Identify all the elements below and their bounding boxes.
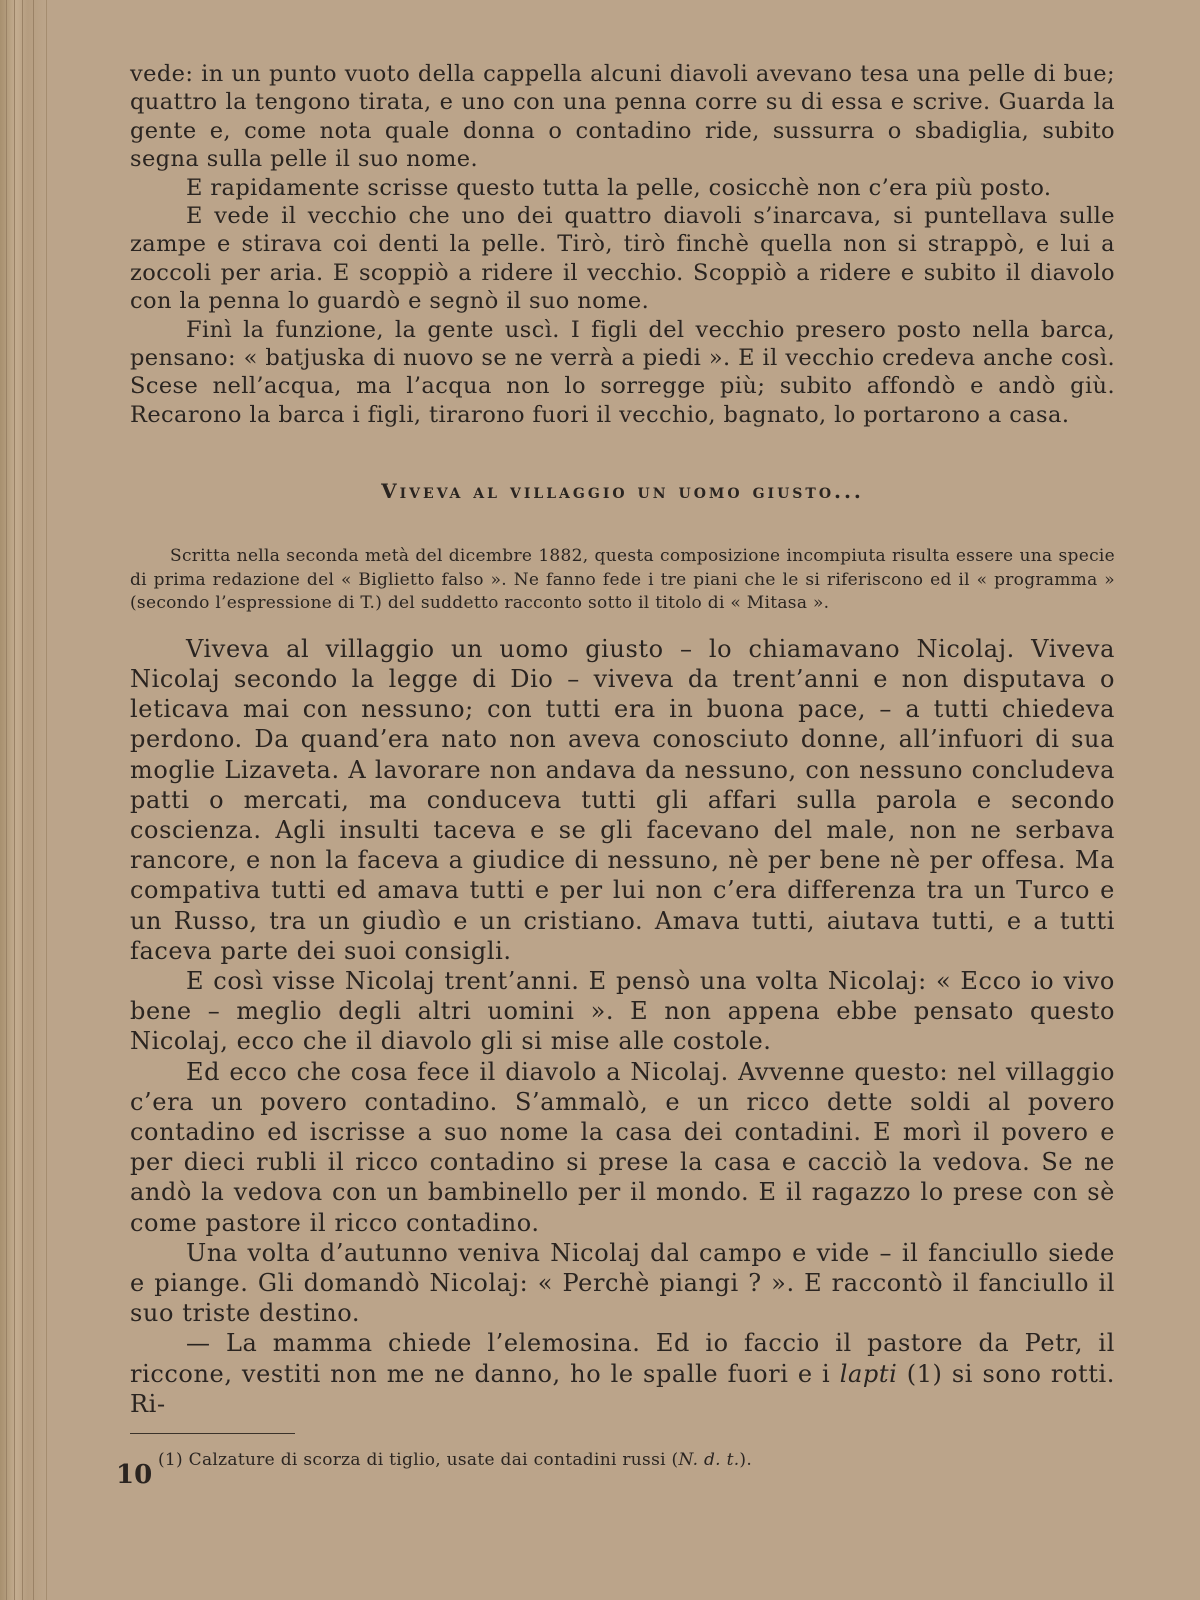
paragraph: Ed ecco che cosa fece il diavolo a Nicolaj. Avvenne questo: nel villaggio c’era un povero contadino. S’ammalò, e un ricco dette soldi al povero contadino ed iscrisse a suo nome la casa dei contadini. E morì il povero e per dieci rubli il ricco contadino si prese la casa e cacciò la vedova. Se ne andò la vedova con un bambinello per il mondo. E il ragazzo lo prese con sè come pastore il ricco contadino. xyxy=(130,1057,1115,1237)
paragraph: Viveva al villaggio un uomo giusto – lo chiamavano Nicolaj. Viveva Nicolaj secondo la legge di Dio – viveva da trent’anni e non disputava o leticava mai con nessuno; con tutti era in buona pace, – a tutti chiedeva perdono. Da quand’era nato non aveva conosciuto donne, all’infuori di sua moglie Lizaveta. A lavorare non andava da nessuno, con nessuno concludeva patti o mercati, ma conduceva tutti gli affari sulla parola e secondo coscienza. Agli insulti taceva e se gli facevano del male, non ne serbava rancore, e non la faceva a giudice di nessuno, nè per bene nè per offesa. Ma compativa tutti ed amava tutti e per lui non c’era differenza tra un Turco e un Russo, tra un giudìo e un cristiano. Amava tutti, aiutava tutti, e a tutti faceva parte dei suoi consigli. xyxy=(130,634,1115,965)
editorial-note: Scritta nella seconda metà del dicembre 1882, questa composizione incompiuta risulta essere una specie di prima redazione del « Biglietto falso ». Ne fanno fede i tre piani che le si riferiscono ed il « programma » (secondo l’espressione di T.) del suddetto racconto sotto il titolo di « Mitasa ». xyxy=(130,546,1115,614)
footnote-divider xyxy=(130,1433,295,1434)
italic-term: lapti xyxy=(839,1359,898,1388)
paragraph: Finì la funzione, la gente uscì. I figli del vecchio presero posto nella barca, pensano: « batjuska di nuovo se ne verrà a piedi ». E il vecchio credeva anche così. Scese nell’acqua, ma l’acqua non lo sorregge più; subito affondò e andò giù. Recarono la barca i figli, tirarono fuori il vecchio, bagnato, lo portarono a casa. xyxy=(130,316,1115,428)
paragraph: E così visse Nicolaj trent’anni. E pensò una volta Nicolaj: « Ecco io vivo bene – meglio degli altri uomini ». E non appena ebbe pensato questo Nicolaj, ecco che il diavolo gli si mise alle costole. xyxy=(130,967,1115,1056)
page-number: 10 xyxy=(116,1460,153,1490)
paragraph: Una volta d’autunno veniva Nicolaj dal campo e vide – il fanciullo siede e piange. Gli domandò Nicolaj: « Perchè piangi ? ». E raccontò il fanciullo il suo triste destino. xyxy=(130,1238,1115,1328)
story-body xyxy=(130,634,1115,1419)
section-heading: Viveva al villaggio un uomo giusto... xyxy=(381,479,864,504)
book-binding-edge xyxy=(0,0,47,1600)
paragraph: E rapidamente scrisse questo tutta la pelle, cosicchè non c’era più posto. xyxy=(186,174,1052,201)
footnote: (1) Calzature di scorza di tiglio, usate dai contadini russi (N. d. t.). xyxy=(158,1450,753,1471)
paragraph: E vede il vecchio che uno dei quattro diavoli s’inarcava, si puntellava sulle zampe e stirava coi denti la pelle. Tirò, tirò finchè quella non si strappò, e lui a zoccoli per aria. E scoppiò a ridere il vecchio. Scoppiò a ridere e subito il diavolo con la penna lo guardò e segnò il suo nome. xyxy=(130,203,1115,315)
paragraph: — La mamma chiede l’elemosina. Ed io faccio il pastore da Petr, il riccone, vestiti non me ne danno, ho le spalle fuori e i lapti (1) si sono rotti. Ri- xyxy=(130,1329,1116,1418)
paragraph: vede: in un punto vuoto della cappella alcuni diavoli avevano tesa una pelle di bue; quattro la tengono tirata, e uno con una penna corre su di essa e scrive. Guarda la gente e, come nota quale donna o contadino ride, sussurra o sbadiglia, subito segna sulla pelle il suo nome. xyxy=(130,61,1115,173)
page-text-block xyxy=(130,60,1115,1470)
